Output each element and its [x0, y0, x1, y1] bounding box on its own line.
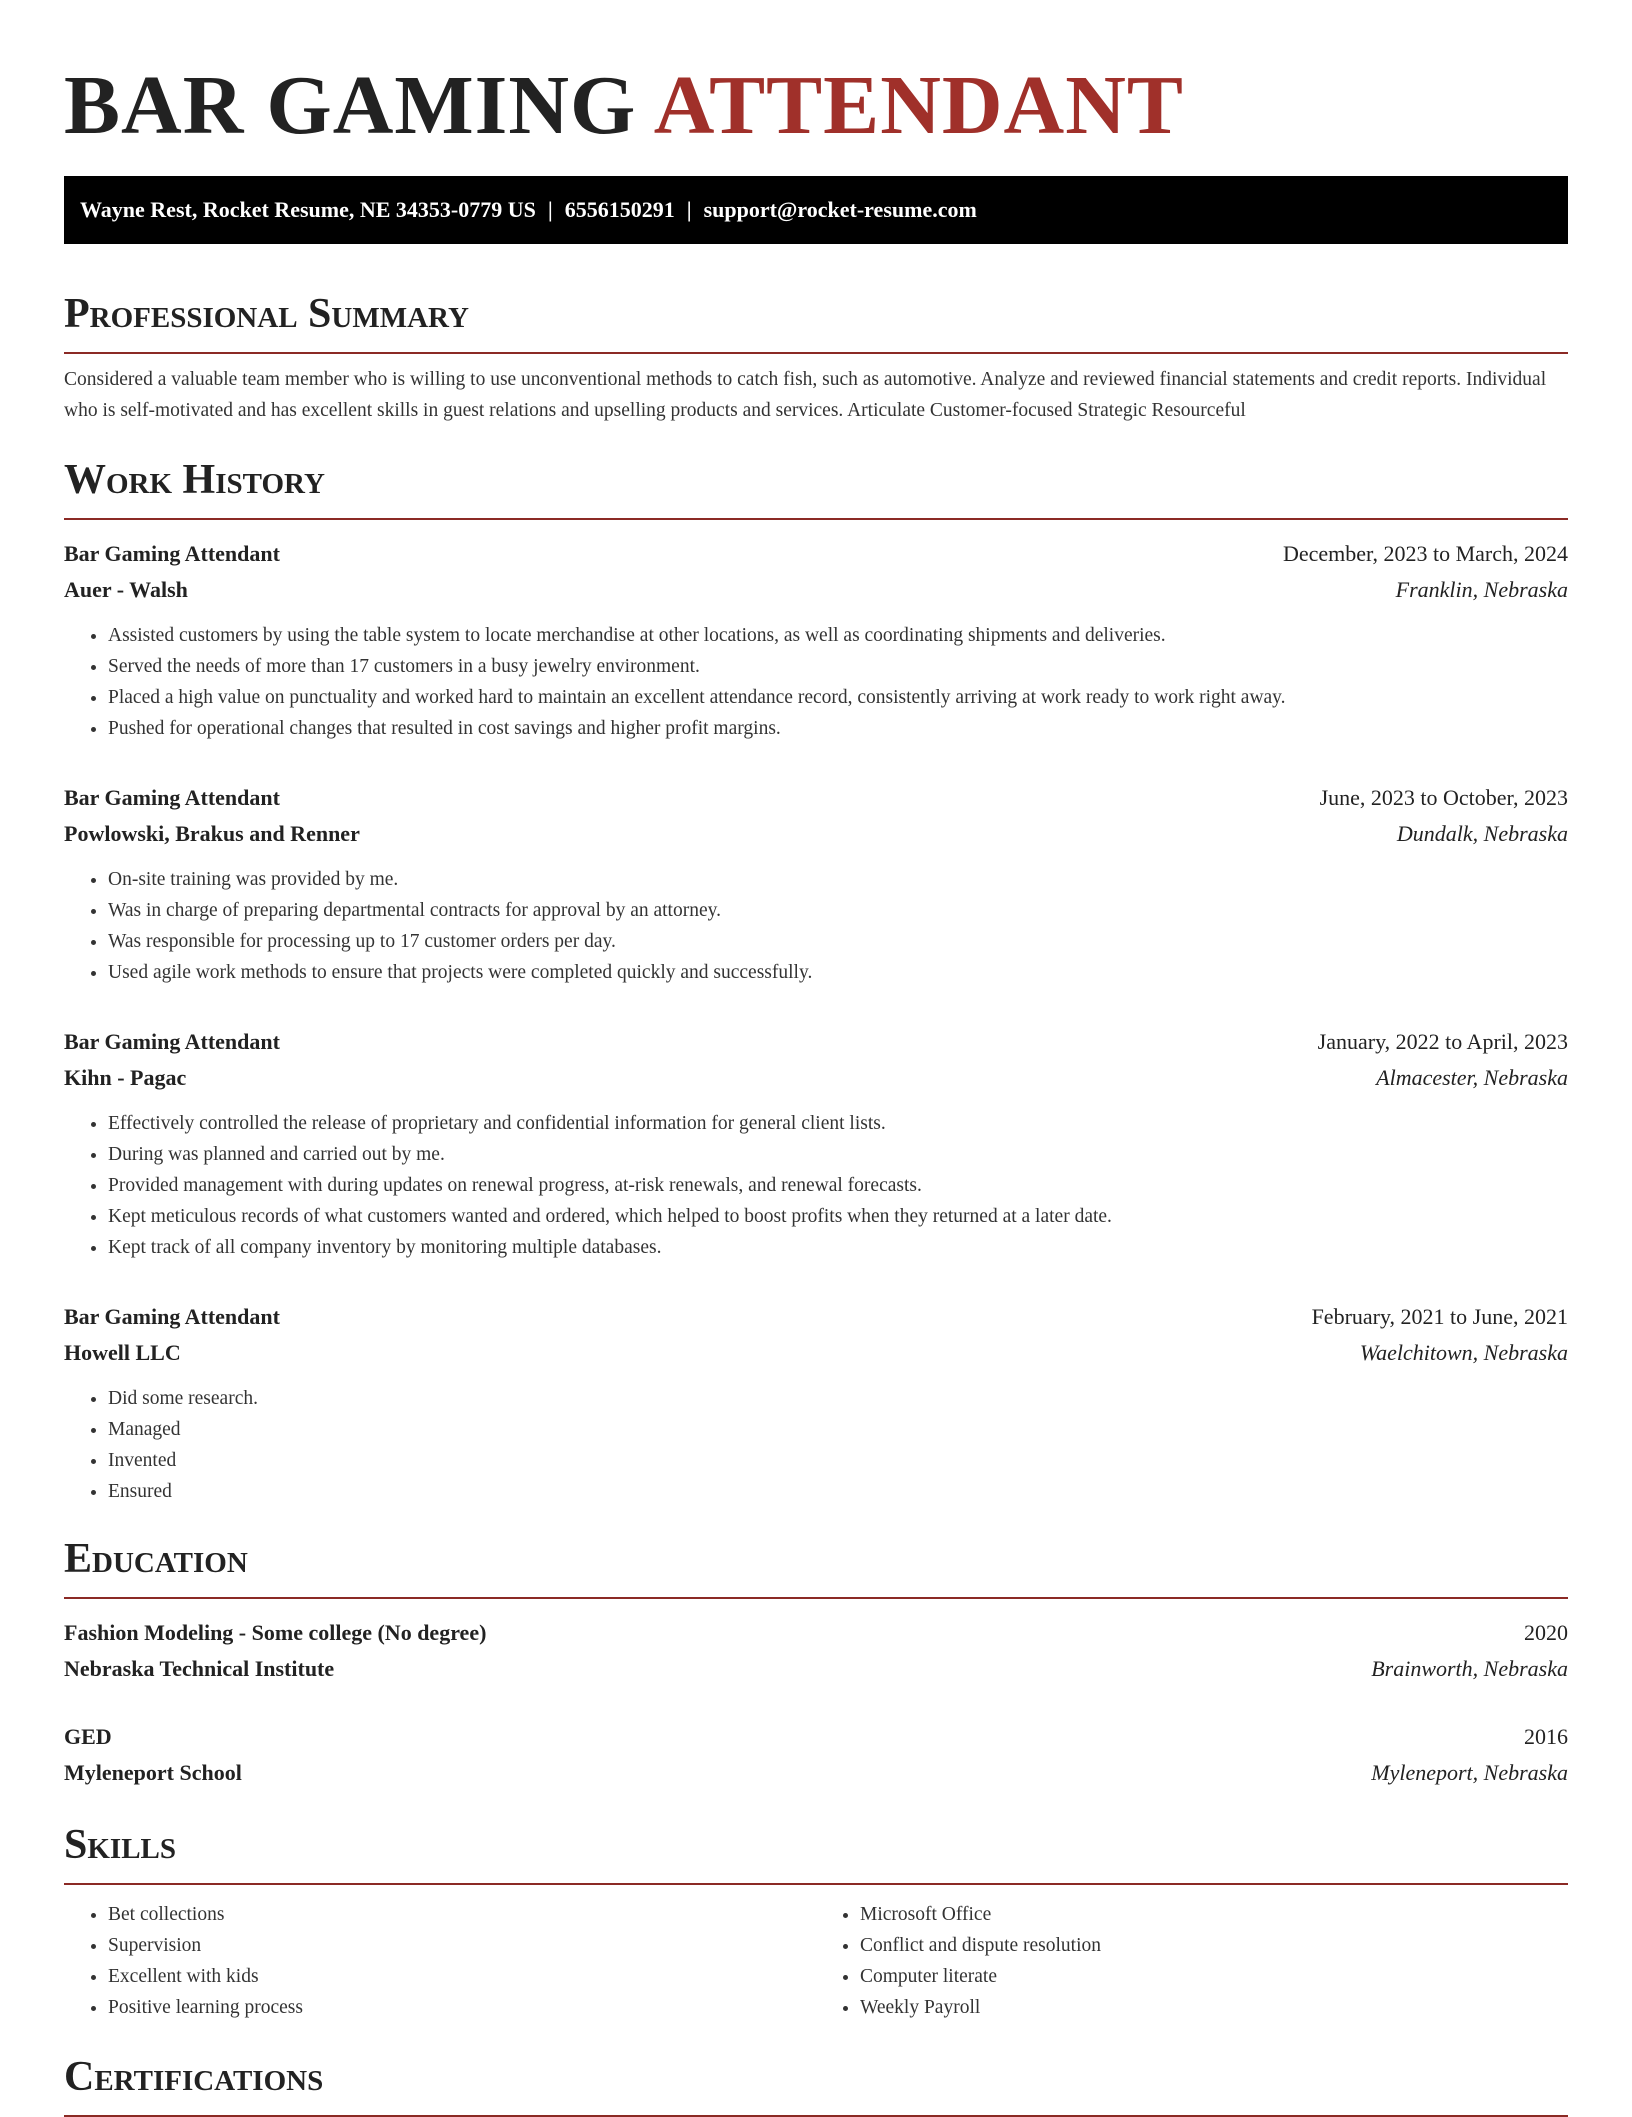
graduation-year: 2020	[1524, 1620, 1568, 1645]
work-entry-company-row	[64, 1335, 1568, 1371]
job-title: Bar Gaming Attendant	[64, 541, 280, 566]
summary-heading: Professional Summary	[64, 286, 1568, 354]
resume-page	[64, 0, 1568, 2117]
list-item: • Placed a high value on punctuality and worked hard to maintain an excellent attendance record, consistently arriving at work ready to work right away.	[108, 682, 1568, 713]
job-dates: June, 2023 to October, 2023	[1319, 785, 1568, 810]
list-item: • Computer literate	[860, 1961, 1568, 1992]
work-entry-title-row	[64, 780, 1568, 816]
work-entry	[64, 536, 1568, 744]
skills-list-left	[64, 1899, 816, 2023]
education-school-row	[64, 1651, 1568, 1687]
education-school-row	[64, 1755, 1568, 1791]
school-location: Myleneport, Nebraska	[1371, 1760, 1568, 1785]
skills-heading: Skills	[64, 1817, 1568, 1885]
job-dates: December, 2023 to March, 2024	[1282, 541, 1568, 566]
education-entry	[64, 1719, 1568, 1791]
work-entry-company-row	[64, 572, 1568, 608]
work-entry-title-row	[64, 536, 1568, 572]
list-item: • During was planned and carried out by me.	[108, 1139, 1568, 1170]
job-bullets	[64, 864, 1568, 988]
work-entry-title-row	[64, 1299, 1568, 1335]
company-name: Howell LLC	[64, 1340, 181, 1365]
contact-separator: |	[547, 197, 553, 222]
job-dates: February, 2021 to June, 2021	[1311, 1304, 1568, 1329]
degree: Fashion Modeling - Some college (No degree)	[64, 1620, 487, 1645]
job-bullets	[64, 1383, 1568, 1507]
list-item: • Microsoft Office	[860, 1899, 1568, 1930]
degree: GED	[64, 1724, 112, 1749]
list-item: • Supervision	[108, 1930, 816, 1961]
company-name: Powlowski, Brakus and Renner	[64, 821, 360, 846]
contact-separator: |	[686, 197, 692, 222]
job-title: Bar Gaming Attendant	[64, 785, 280, 810]
list-item: • Conflict and dispute resolution	[860, 1930, 1568, 1961]
work-entry	[64, 1024, 1568, 1263]
education-degree-row	[64, 1719, 1568, 1755]
work-history-heading: Work History	[64, 452, 1568, 520]
job-bullets	[64, 1108, 1568, 1263]
list-item: • Excellent with kids	[108, 1961, 816, 1992]
skills-grid	[64, 1899, 1568, 2023]
education-degree-row	[64, 1615, 1568, 1651]
work-entry	[64, 1299, 1568, 1507]
job-title: Bar Gaming Attendant	[64, 1029, 280, 1054]
graduation-year: 2016	[1524, 1724, 1568, 1749]
job-bullets	[64, 620, 1568, 744]
job-location: Almacester, Nebraska	[1376, 1065, 1568, 1090]
work-entry	[64, 780, 1568, 988]
list-item: • Bet collections	[108, 1899, 816, 1930]
school-location: Brainworth, Nebraska	[1371, 1656, 1568, 1681]
list-item: • Assisted customers by using the table system to locate merchandise at other locations, as well as coordinating shipments and deliveries.	[108, 620, 1568, 651]
job-dates: January, 2022 to April, 2023	[1317, 1029, 1568, 1054]
summary-text: Considered a valuable team member who is willing to use unconventional methods to catch fish, such as automotive. Analyze and reviewed financial statements and credit reports. Individual who is self-motivated and has excellent skills in guest relations and upselling products and services. Articulate Customer-focused Strategic Resourceful	[64, 369, 1547, 421]
list-item: • Weekly Payroll	[860, 1992, 1568, 2023]
contact-address: Wayne Rest, Rocket Resume, NE 34353-0779 US	[80, 197, 536, 222]
list-item: • Ensured	[108, 1476, 1568, 1507]
list-item: • Managed	[108, 1414, 1568, 1445]
list-item: • Pushed for operational changes that resulted in cost savings and higher profit margins.	[108, 713, 1568, 744]
job-location: Dundalk, Nebraska	[1396, 821, 1568, 846]
company-name: Kihn - Pagac	[64, 1065, 187, 1090]
certifications-heading: Certifications	[64, 2049, 1568, 2117]
title-main: BAR GAMING	[64, 59, 637, 152]
job-location: Waelchitown, Nebraska	[1359, 1340, 1568, 1365]
list-item: • Did some research.	[108, 1383, 1568, 1414]
contact-phone: 6556150291	[564, 197, 675, 222]
list-item: • On-site training was provided by me.	[108, 864, 1568, 895]
work-entry-company-row	[64, 816, 1568, 852]
skills-list-right	[816, 1899, 1568, 2023]
resume-title	[64, 0, 1568, 156]
school-name: Myleneport School	[64, 1760, 242, 1785]
list-item: • Kept track of all company inventory by monitoring multiple databases.	[108, 1232, 1568, 1263]
list-item: • Invented	[108, 1445, 1568, 1476]
list-item: • Kept meticulous records of what customers wanted and ordered, which helped to boost profits when they returned at a later date.	[108, 1201, 1568, 1232]
list-item: • Provided management with during updates on renewal progress, at-risk renewals, and renewal forecasts.	[108, 1170, 1568, 1201]
company-name: Auer - Walsh	[64, 577, 188, 602]
title-accent: ATTENDANT	[653, 59, 1184, 152]
work-entry-company-row	[64, 1060, 1568, 1096]
job-title: Bar Gaming Attendant	[64, 1304, 280, 1329]
list-item: • Was responsible for processing up to 17 customer orders per day.	[108, 926, 1568, 957]
list-item: • Positive learning process	[108, 1992, 816, 2023]
job-location: Franklin, Nebraska	[1395, 577, 1568, 602]
education-entry	[64, 1615, 1568, 1687]
education-heading: Education	[64, 1531, 1568, 1599]
list-item: • Effectively controlled the release of proprietary and confidential information for general client lists.	[108, 1108, 1568, 1139]
contact-bar	[64, 176, 1568, 244]
list-item: • Served the needs of more than 17 customers in a busy jewelry environment.	[108, 651, 1568, 682]
contact-email: support@rocket-resume.com	[703, 197, 977, 222]
work-entry-title-row	[64, 1024, 1568, 1060]
list-item: • Used agile work methods to ensure that projects were completed quickly and successfully.	[108, 957, 1568, 988]
list-item: • Was in charge of preparing departmental contracts for approval by an attorney.	[108, 895, 1568, 926]
school-name: Nebraska Technical Institute	[64, 1656, 335, 1681]
